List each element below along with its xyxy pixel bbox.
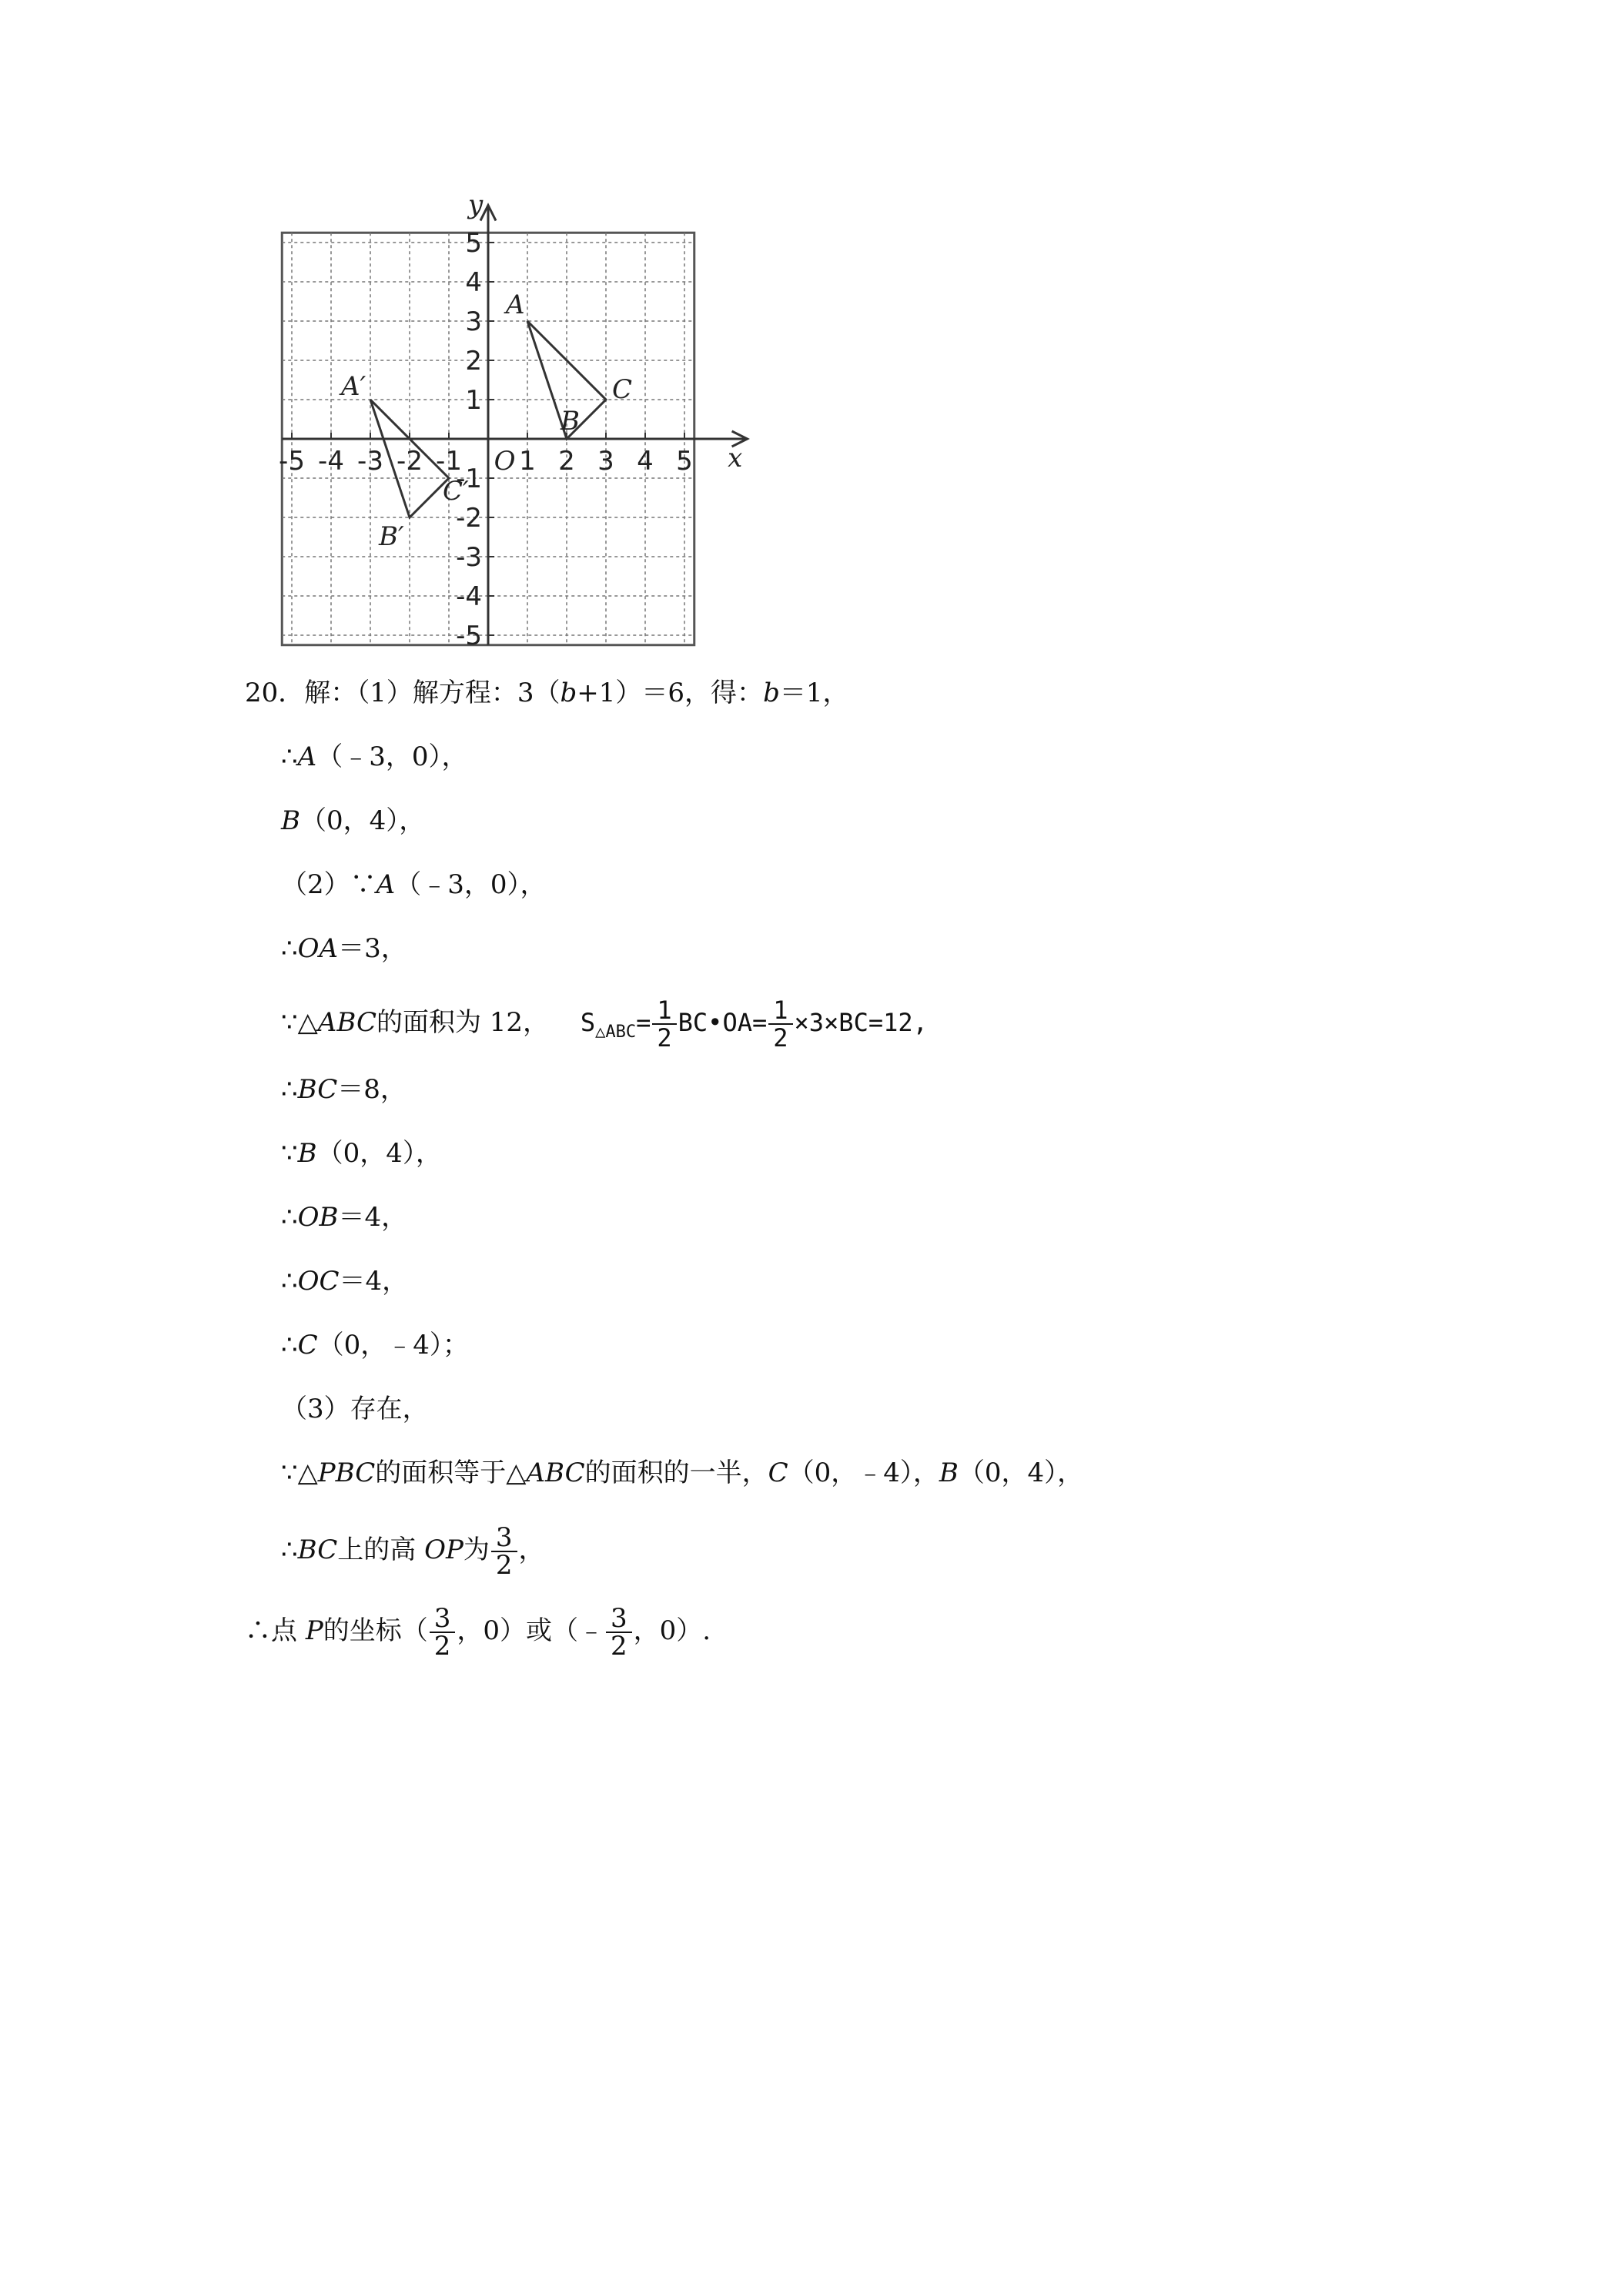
part-2-prefix: （2）∵ [281,869,376,900]
part-3-text: （3）存在， [281,1394,429,1424]
area-text: 的面积为 12， [376,1007,550,1038]
point-A-label: A [297,741,317,772]
y-axis-label: y [468,189,484,220]
y-tick-label: 1 [465,385,482,416]
segment-BC: BC [297,1535,338,1565]
y-tick-label: -2 [456,503,482,534]
punctuation: ， [518,1535,545,1565]
solution-line-8 [281,1138,442,1169]
origin-label: O [494,446,516,477]
segment-OC: OC [297,1266,340,1297]
x-tick-label: -4 [318,446,344,477]
equation-result: ＝1， [779,678,849,708]
x-tick-label: 1 [519,446,536,477]
coordinate-text: （0，﹣4）， [788,1458,939,1488]
x-axis-label: x [728,443,743,474]
solution-line-4 [281,869,546,900]
fraction-three-halves [606,1603,632,1662]
point-B-label: B [297,1138,317,1169]
y-tick-label: 5 [465,228,482,259]
coordinate-text: （0，4）， [300,805,426,836]
solution-line-7 [281,1074,407,1105]
var-b: b [763,678,780,708]
because-symbol: ∵ [281,1138,298,1169]
area-subscript: △ABC [595,1022,637,1042]
fraction-denominator: 2 [773,1023,788,1053]
solution-line-6 [281,997,928,1051]
y-tick-label: -3 [456,542,482,573]
formula-middle: BC•OA= [678,1008,768,1037]
coordinate-text: （﹣3，0）， [395,869,547,900]
value-text: ＝8， [337,1074,407,1105]
condition-text: 的面积等于△ [375,1458,527,1488]
triangle-abc-vertex-label: A [506,290,525,320]
therefore-symbol: ∴ [281,1202,298,1233]
solution-line-1 [245,678,848,708]
segment-OP: OP [424,1535,463,1565]
height-text: 为 [463,1535,490,1565]
solution-line-15 [245,1603,711,1662]
fraction-denominator: 2 [495,1550,513,1581]
area-formula [581,997,928,1051]
therefore-symbol: ∴ [281,1535,298,1565]
point-C-label: C [297,1330,318,1361]
axes [282,206,747,645]
equals-sign: = [636,1008,651,1037]
triangle-a1b1c1-vertex-label: A′ [341,371,366,402]
fraction-numerator: 3 [606,1605,632,1633]
conclusion-text: 的坐标（ [323,1615,428,1646]
solution-line-5 [281,933,407,964]
segment-OA: OA [297,933,339,964]
point-A-label: A [376,869,396,900]
fraction-numerator: 1 [768,997,792,1025]
triangle-abc-vertex-label: C [612,374,633,405]
triangle-PBC-label: PBC [317,1458,376,1488]
solution-line-13 [281,1458,1083,1488]
fraction-one-half [768,997,792,1051]
point-B-label: B [939,1458,959,1488]
y-tick-label: -1 [456,464,482,494]
triangle-a1b1c1-vertex-label: B′ [379,521,404,552]
coordinate-grid-figure [0,0,1623,693]
fraction-denominator: 2 [433,1631,451,1662]
conclusion-text: ，0）或（﹣ [457,1615,604,1646]
coordinate-text: （0，4）， [958,1458,1084,1488]
triangle-ABC-label: ABC [317,1007,376,1038]
fraction-denominator: 2 [610,1631,627,1662]
coordinate-text: （﹣3，0）， [316,741,468,772]
y-tick-label: 4 [465,267,482,298]
x-tick-label: -3 [357,446,383,477]
because-symbol: ∵△ [281,1007,318,1038]
x-tick-label: 2 [558,446,575,477]
segment-OB: OB [297,1202,339,1233]
fraction-numerator: 1 [652,997,676,1025]
therefore-symbol: ∴ [281,1266,298,1297]
height-text: 上的高 [337,1535,425,1565]
tick-labels [279,189,742,651]
coordinate-text: （0，﹣4）； [317,1330,469,1361]
var-b: b [560,678,577,708]
triangle-a1b1c1-vertex-label: C′ [443,476,469,507]
x-tick-label: -5 [279,446,305,477]
y-tick-label: 3 [465,306,482,337]
value-text: ＝4， [338,1202,408,1233]
point-P-label: P [305,1615,323,1646]
x-tick-label: -1 [436,446,462,477]
x-tick-label: 3 [597,446,614,477]
value-text: ＝4， [339,1266,409,1297]
segment-BC: BC [297,1074,338,1105]
triangle-ABC-label: ABC [526,1458,585,1488]
y-tick-label: -4 [456,581,482,612]
fraction-one-half [652,997,676,1051]
solution-line-3 [281,805,425,836]
coordinate-text: （0，4）， [316,1138,442,1169]
fraction-three-halves [430,1603,456,1662]
problem-number-text: 20．解：（1）解方程：3（ [245,678,561,708]
formula-end: ×3×BC=12, [794,1008,928,1037]
therefore-symbol: ∴ [281,741,298,772]
equation-text: +1）＝6，得： [577,678,764,708]
therefore-symbol: ∴ [281,1074,298,1105]
fraction-numerator: 3 [430,1605,456,1633]
because-symbol: ∵△ [281,1458,318,1488]
y-tick-label: 2 [465,346,482,377]
condition-text: 的面积的一半， [584,1458,768,1488]
solution-line-9 [281,1202,407,1233]
area-symbol: S [580,1008,596,1037]
solution-line-14 [281,1522,545,1581]
triangle-abc-vertex-label: B [561,406,580,437]
fraction-numerator: 3 [491,1525,517,1552]
fraction-three-halves [491,1522,517,1581]
solution-line-11 [281,1330,469,1361]
x-tick-label: -2 [397,446,423,477]
fraction-denominator: 2 [657,1023,672,1053]
therefore-symbol: ∴ [281,1330,298,1361]
therefore-symbol: ∴ [281,933,298,964]
value-text: ＝3， [338,933,407,964]
point-B-label: B [281,805,300,836]
conclusion-prefix: ∴点 [245,1615,306,1646]
x-tick-label: 5 [676,446,693,477]
solution-line-12 [281,1394,429,1424]
x-tick-label: 4 [637,446,654,477]
y-tick-label: -5 [456,621,482,651]
solution-line-2 [281,741,467,772]
point-C-label: C [768,1458,788,1488]
conclusion-end: ，0）. [633,1615,711,1646]
solution-line-10 [281,1266,408,1297]
triangles [339,290,632,552]
